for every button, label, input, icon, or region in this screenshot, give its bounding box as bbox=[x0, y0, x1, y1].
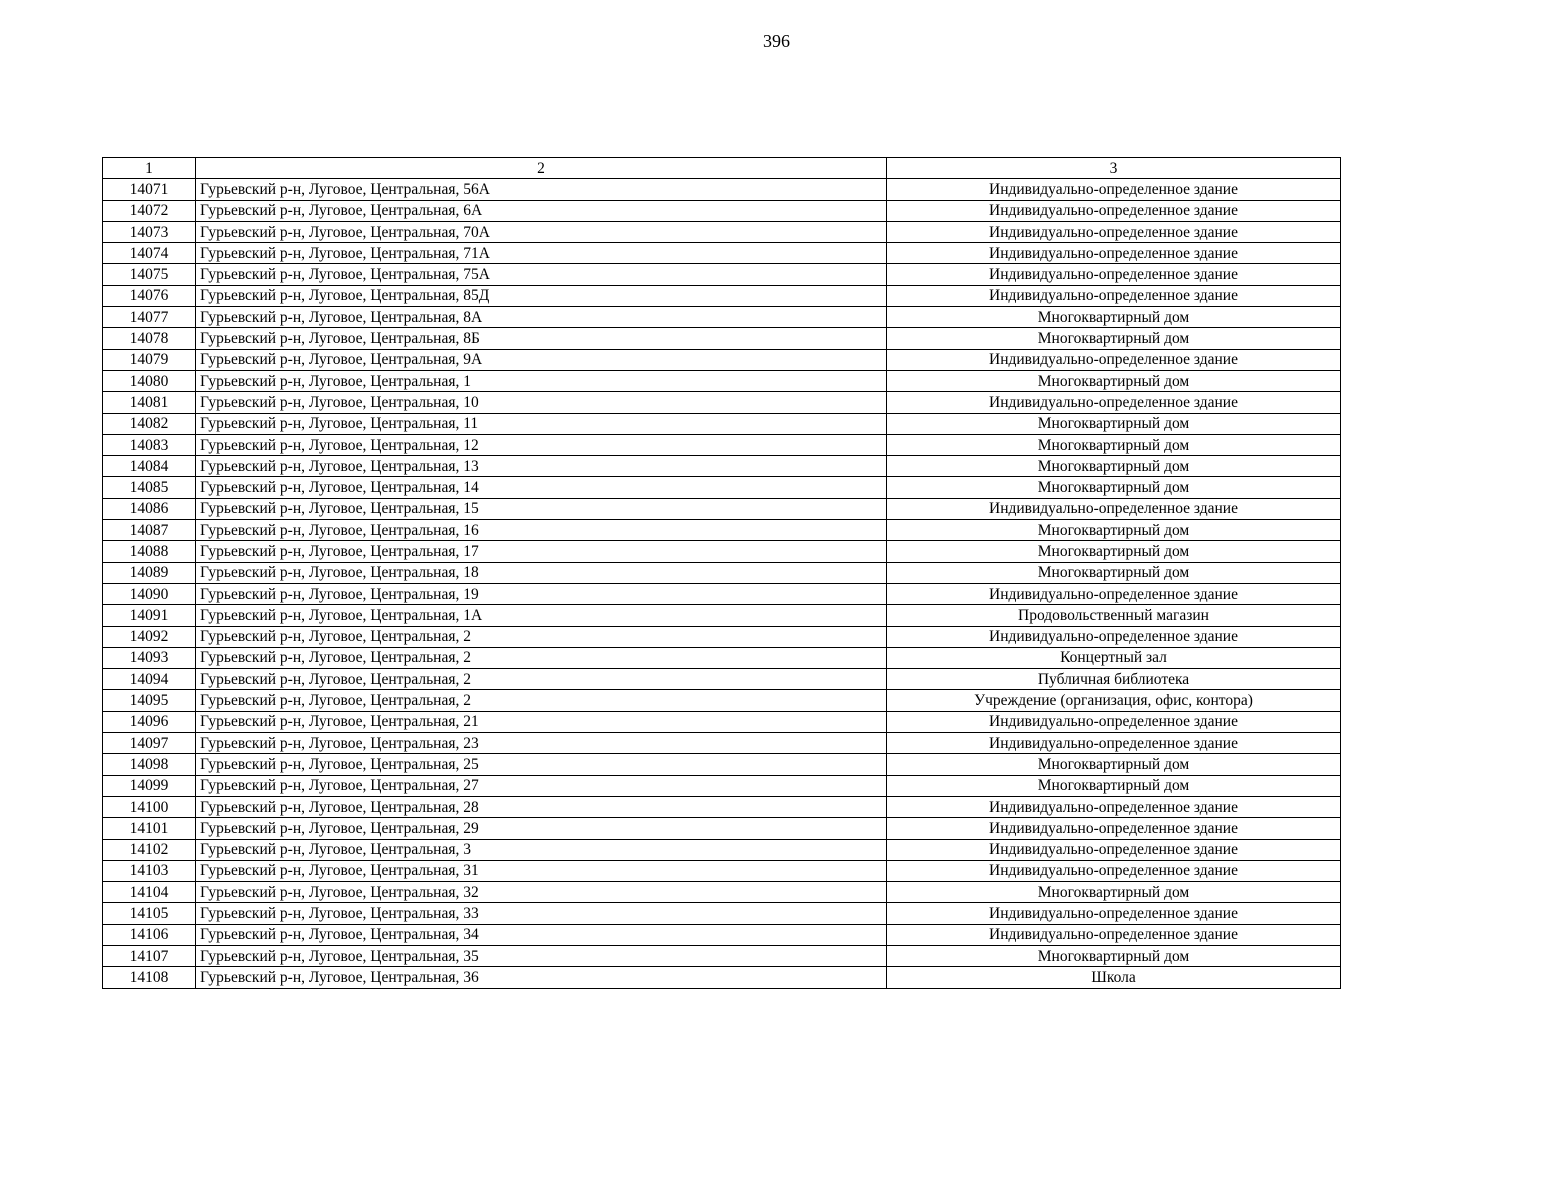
page-number: 396 bbox=[763, 31, 790, 51]
building-type-cell: Индивидуально-определенное здание bbox=[887, 626, 1341, 647]
table-row bbox=[103, 669, 1341, 690]
address-cell: Гурьевский р-н, Луговое, Центральная, 75А bbox=[196, 264, 887, 285]
row-number-cell: 14099 bbox=[103, 775, 196, 796]
building-type-cell: Индивидуально-определенное здание bbox=[887, 392, 1341, 413]
row-number-cell: 14101 bbox=[103, 818, 196, 839]
row-number-cell: 14089 bbox=[103, 562, 196, 583]
row-number-cell: 14104 bbox=[103, 882, 196, 903]
table-row bbox=[103, 733, 1341, 754]
building-type-cell: Индивидуально-определенное здание bbox=[887, 924, 1341, 945]
building-type-cell: Индивидуально-определенное здание bbox=[887, 200, 1341, 221]
row-number-cell: 14098 bbox=[103, 754, 196, 775]
row-number-cell: 14096 bbox=[103, 711, 196, 732]
building-type-cell: Многоквартирный дом bbox=[887, 413, 1341, 434]
table-row bbox=[103, 370, 1341, 391]
address-cell: Гурьевский р-н, Луговое, Центральная, 8А bbox=[196, 307, 887, 328]
building-type-cell: Индивидуально-определенное здание bbox=[887, 243, 1341, 264]
address-cell: Гурьевский р-н, Луговое, Центральная, 23 bbox=[196, 733, 887, 754]
building-type-cell: Индивидуально-определенное здание bbox=[887, 860, 1341, 881]
table-row bbox=[103, 882, 1341, 903]
building-type-cell: Школа bbox=[887, 967, 1341, 988]
address-cell: Гурьевский р-н, Луговое, Центральная, 36 bbox=[196, 967, 887, 988]
row-number-cell: 14087 bbox=[103, 520, 196, 541]
column-header-1: 1 bbox=[103, 158, 196, 179]
building-type-cell: Многоквартирный дом bbox=[887, 328, 1341, 349]
building-type-cell: Многоквартирный дом bbox=[887, 307, 1341, 328]
table-row bbox=[103, 945, 1341, 966]
table-row bbox=[103, 477, 1341, 498]
row-number-cell: 14095 bbox=[103, 690, 196, 711]
table-row bbox=[103, 179, 1341, 200]
table-row bbox=[103, 818, 1341, 839]
table-row bbox=[103, 605, 1341, 626]
address-cell: Гурьевский р-н, Луговое, Центральная, 2 bbox=[196, 690, 887, 711]
address-cell: Гурьевский р-н, Луговое, Центральная, 1 bbox=[196, 370, 887, 391]
row-number-cell: 14108 bbox=[103, 967, 196, 988]
address-cell: Гурьевский р-н, Луговое, Центральная, 18 bbox=[196, 562, 887, 583]
address-cell: Гурьевский р-н, Луговое, Центральная, 12 bbox=[196, 434, 887, 455]
address-cell: Гурьевский р-н, Луговое, Центральная, 17 bbox=[196, 541, 887, 562]
table-row bbox=[103, 520, 1341, 541]
table-row bbox=[103, 711, 1341, 732]
row-number-cell: 14071 bbox=[103, 179, 196, 200]
row-number-cell: 14078 bbox=[103, 328, 196, 349]
address-cell: Гурьевский р-н, Луговое, Центральная, 32 bbox=[196, 882, 887, 903]
table-row bbox=[103, 264, 1341, 285]
building-type-cell: Индивидуально-определенное здание bbox=[887, 733, 1341, 754]
table-row bbox=[103, 839, 1341, 860]
row-number-cell: 14073 bbox=[103, 221, 196, 242]
row-number-cell: 14103 bbox=[103, 860, 196, 881]
row-number-cell: 14083 bbox=[103, 434, 196, 455]
address-cell: Гурьевский р-н, Луговое, Центральная, 56А bbox=[196, 179, 887, 200]
table-row bbox=[103, 243, 1341, 264]
table-row bbox=[103, 583, 1341, 604]
address-cell: Гурьевский р-н, Луговое, Центральная, 16 bbox=[196, 520, 887, 541]
address-cell: Гурьевский р-н, Луговое, Центральная, 2 bbox=[196, 626, 887, 647]
table-row bbox=[103, 796, 1341, 817]
row-number-cell: 14079 bbox=[103, 349, 196, 370]
row-number-cell: 14106 bbox=[103, 924, 196, 945]
table-row bbox=[103, 860, 1341, 881]
column-header-3: 3 bbox=[887, 158, 1341, 179]
address-cell: Гурьевский р-н, Луговое, Центральная, 15 bbox=[196, 498, 887, 519]
building-type-cell: Учреждение (организация, офис, контора) bbox=[887, 690, 1341, 711]
row-number-cell: 14081 bbox=[103, 392, 196, 413]
table-row bbox=[103, 775, 1341, 796]
building-type-cell: Многоквартирный дом bbox=[887, 477, 1341, 498]
address-cell: Гурьевский р-н, Луговое, Центральная, 31 bbox=[196, 860, 887, 881]
row-number-cell: 14094 bbox=[103, 669, 196, 690]
building-type-cell: Многоквартирный дом bbox=[887, 456, 1341, 477]
table-row bbox=[103, 498, 1341, 519]
building-type-cell: Многоквартирный дом bbox=[887, 945, 1341, 966]
row-number-cell: 14084 bbox=[103, 456, 196, 477]
address-cell: Гурьевский р-н, Луговое, Центральная, 25 bbox=[196, 754, 887, 775]
table-row bbox=[103, 541, 1341, 562]
address-cell: Гурьевский р-н, Луговое, Центральная, 8Б bbox=[196, 328, 887, 349]
address-cell: Гурьевский р-н, Луговое, Центральная, 9А bbox=[196, 349, 887, 370]
row-number-cell: 14085 bbox=[103, 477, 196, 498]
table-row bbox=[103, 434, 1341, 455]
address-cell: Гурьевский р-н, Луговое, Центральная, 3 bbox=[196, 839, 887, 860]
row-number-cell: 14076 bbox=[103, 285, 196, 306]
row-number-cell: 14088 bbox=[103, 541, 196, 562]
address-cell: Гурьевский р-н, Луговое, Центральная, 34 bbox=[196, 924, 887, 945]
row-number-cell: 14092 bbox=[103, 626, 196, 647]
row-number-cell: 14080 bbox=[103, 370, 196, 391]
address-cell: Гурьевский р-н, Луговое, Центральная, 28 bbox=[196, 796, 887, 817]
row-number-cell: 14086 bbox=[103, 498, 196, 519]
table-row bbox=[103, 413, 1341, 434]
building-type-cell: Многоквартирный дом bbox=[887, 434, 1341, 455]
table-row bbox=[103, 328, 1341, 349]
header-row bbox=[103, 158, 1341, 179]
building-type-cell: Индивидуально-определенное здание bbox=[887, 839, 1341, 860]
building-type-cell: Многоквартирный дом bbox=[887, 754, 1341, 775]
row-number-cell: 14082 bbox=[103, 413, 196, 434]
building-type-cell: Продовольственный магазин bbox=[887, 605, 1341, 626]
row-number-cell: 14077 bbox=[103, 307, 196, 328]
building-type-cell: Индивидуально-определенное здание bbox=[887, 796, 1341, 817]
row-number-cell: 14072 bbox=[103, 200, 196, 221]
table-row bbox=[103, 924, 1341, 945]
table-row bbox=[103, 285, 1341, 306]
address-cell: Гурьевский р-н, Луговое, Центральная, 35 bbox=[196, 945, 887, 966]
building-type-cell: Многоквартирный дом bbox=[887, 562, 1341, 583]
building-type-cell: Индивидуально-определенное здание bbox=[887, 285, 1341, 306]
address-cell: Гурьевский р-н, Луговое, Центральная, 70А bbox=[196, 221, 887, 242]
building-type-cell: Публичная библиотека bbox=[887, 669, 1341, 690]
building-type-cell: Индивидуально-определенное здание bbox=[887, 903, 1341, 924]
table-row bbox=[103, 221, 1341, 242]
building-type-cell: Индивидуально-определенное здание bbox=[887, 179, 1341, 200]
building-type-cell: Индивидуально-определенное здание bbox=[887, 264, 1341, 285]
table-row bbox=[103, 200, 1341, 221]
building-type-cell: Многоквартирный дом bbox=[887, 882, 1341, 903]
building-type-cell: Многоквартирный дом bbox=[887, 520, 1341, 541]
building-type-cell: Индивидуально-определенное здание bbox=[887, 583, 1341, 604]
row-number-cell: 14105 bbox=[103, 903, 196, 924]
address-cell: Гурьевский р-н, Луговое, Центральная, 21 bbox=[196, 711, 887, 732]
table-row bbox=[103, 754, 1341, 775]
table-row bbox=[103, 392, 1341, 413]
address-cell: Гурьевский р-н, Луговое, Центральная, 19 bbox=[196, 583, 887, 604]
row-number-cell: 14100 bbox=[103, 796, 196, 817]
building-type-cell: Индивидуально-определенное здание bbox=[887, 711, 1341, 732]
building-type-cell: Индивидуально-определенное здание bbox=[887, 221, 1341, 242]
building-type-cell: Многоквартирный дом bbox=[887, 370, 1341, 391]
building-type-cell: Многоквартирный дом bbox=[887, 775, 1341, 796]
table-row bbox=[103, 690, 1341, 711]
address-cell: Гурьевский р-н, Луговое, Центральная, 13 bbox=[196, 456, 887, 477]
address-cell: Гурьевский р-н, Луговое, Центральная, 71А bbox=[196, 243, 887, 264]
building-type-cell: Многоквартирный дом bbox=[887, 541, 1341, 562]
table-row bbox=[103, 967, 1341, 988]
row-number-cell: 14075 bbox=[103, 264, 196, 285]
row-number-cell: 14102 bbox=[103, 839, 196, 860]
building-registry-table bbox=[102, 157, 1341, 989]
address-cell: Гурьевский р-н, Луговое, Центральная, 85Д bbox=[196, 285, 887, 306]
address-cell: Гурьевский р-н, Луговое, Центральная, 10 bbox=[196, 392, 887, 413]
address-cell: Гурьевский р-н, Луговое, Центральная, 14 bbox=[196, 477, 887, 498]
row-number-cell: 14074 bbox=[103, 243, 196, 264]
row-number-cell: 14091 bbox=[103, 605, 196, 626]
table-row bbox=[103, 307, 1341, 328]
address-cell: Гурьевский р-н, Луговое, Центральная, 11 bbox=[196, 413, 887, 434]
table-row bbox=[103, 349, 1341, 370]
table-row bbox=[103, 903, 1341, 924]
address-cell: Гурьевский р-н, Луговое, Центральная, 29 bbox=[196, 818, 887, 839]
address-cell: Гурьевский р-н, Луговое, Центральная, 27 bbox=[196, 775, 887, 796]
table-row bbox=[103, 456, 1341, 477]
table-row bbox=[103, 647, 1341, 668]
table-header bbox=[103, 158, 1341, 179]
address-cell: Гурьевский р-н, Луговое, Центральная, 2 bbox=[196, 669, 887, 690]
row-number-cell: 14097 bbox=[103, 733, 196, 754]
row-number-cell: 14093 bbox=[103, 647, 196, 668]
building-type-cell: Концертный зал bbox=[887, 647, 1341, 668]
building-type-cell: Индивидуально-определенное здание bbox=[887, 498, 1341, 519]
address-cell: Гурьевский р-н, Луговое, Центральная, 1А bbox=[196, 605, 887, 626]
address-cell: Гурьевский р-н, Луговое, Центральная, 6А bbox=[196, 200, 887, 221]
row-number-cell: 14107 bbox=[103, 945, 196, 966]
building-type-cell: Индивидуально-определенное здание bbox=[887, 349, 1341, 370]
table-row bbox=[103, 562, 1341, 583]
table-body bbox=[103, 179, 1341, 988]
column-header-2: 2 bbox=[196, 158, 887, 179]
address-cell: Гурьевский р-н, Луговое, Центральная, 33 bbox=[196, 903, 887, 924]
building-type-cell: Индивидуально-определенное здание bbox=[887, 818, 1341, 839]
table-row bbox=[103, 626, 1341, 647]
row-number-cell: 14090 bbox=[103, 583, 196, 604]
address-cell: Гурьевский р-н, Луговое, Центральная, 2 bbox=[196, 647, 887, 668]
